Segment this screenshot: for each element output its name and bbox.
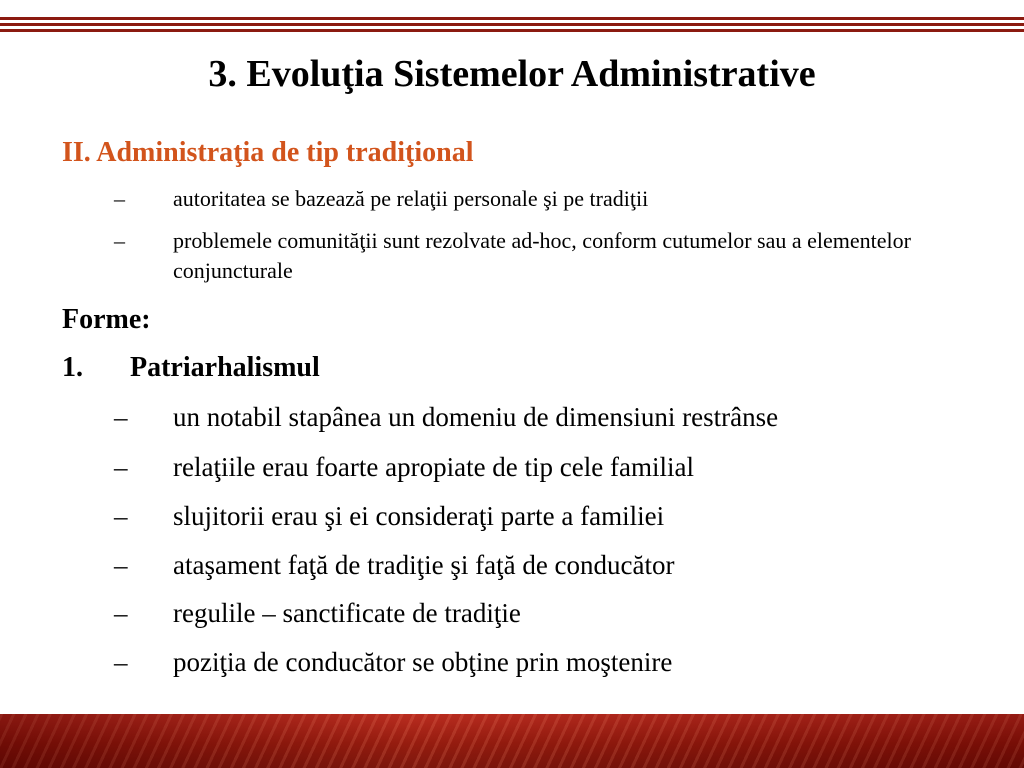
dash-bullet: – [114, 402, 128, 432]
form-item-text: un notabil stapânea un domeniu de dimensiuni restrânse [173, 402, 779, 432]
dash-bullet: – [114, 228, 125, 253]
dash-bullet: – [114, 186, 125, 211]
form-item-text: regulile – sanctificate de tradiţie [173, 598, 521, 628]
bottom-decorative-band [0, 714, 1024, 768]
form-item-text: poziţia de conducător se obţine prin moştenire [173, 647, 673, 677]
dash-bullet: – [114, 598, 128, 628]
top-stripe [0, 23, 1024, 26]
top-stripe [0, 29, 1024, 32]
trait-text: problemele comunităţii sunt rezolvate ad-hoc, conform cutumelor sau a elementelor conjuncturale [173, 228, 911, 283]
form-item-text: ataşament faţă de tradiţie şi faţă de conducător [173, 550, 675, 580]
top-stripe [0, 17, 1024, 20]
dash-bullet: – [114, 550, 128, 580]
dash-bullet: – [114, 647, 128, 677]
top-decorative-band [0, 0, 1024, 32]
form-name: Patriarhalismul [130, 352, 320, 383]
form-number: 1. [62, 352, 83, 383]
slide-title: 3. Evoluţia Sistemelor Administrative [208, 53, 816, 95]
trait-text: autoritatea se bazează pe relaţii personale şi pe tradiţii [173, 186, 649, 211]
form-item-text: slujitorii erau şi ei consideraţi parte a familiei [173, 501, 665, 531]
form-item-text: relaţiile erau foarte apropiate de tip cele familial [173, 452, 694, 482]
section-heading: II. Administraţia de tip tradiţional [62, 137, 474, 168]
forms-label: Forme: [62, 304, 151, 335]
dash-bullet: – [114, 501, 128, 531]
dash-bullet: – [114, 452, 128, 482]
